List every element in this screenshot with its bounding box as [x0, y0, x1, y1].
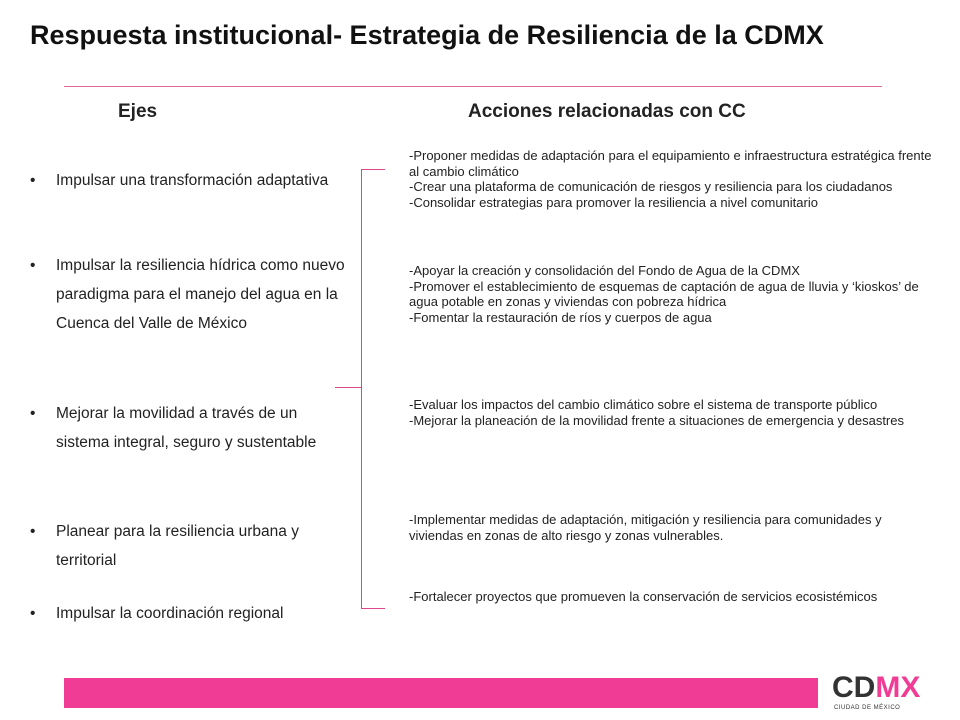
logo-cd: CD — [832, 671, 876, 704]
bracket-stub — [335, 387, 361, 388]
eje-item-1 — [26, 166, 346, 195]
bullet-icon: • — [30, 257, 36, 274]
bracket-vertical — [361, 169, 362, 608]
title-divider — [64, 86, 882, 87]
bullet-icon: • — [30, 172, 36, 189]
eje-item-4 — [26, 517, 346, 575]
eje-text: Impulsar una transformación adaptativa — [56, 172, 329, 189]
footer-accent-bar — [64, 678, 818, 708]
eje-text: Impulsar la resiliencia hídrica como nuevo paradigma para el manejo del agua en la Cuenca del Valle de México — [56, 257, 345, 332]
accion-item: -Fomentar la restauración de ríos y cuerpos de agua — [409, 309, 712, 325]
acciones-group-2 — [409, 263, 939, 325]
eje-item-2 — [26, 251, 346, 338]
logo-wordmark — [832, 672, 920, 704]
bullet-icon: • — [30, 405, 36, 422]
accion-item: -Consolidar estrategias para promover la resiliencia a nivel comunitario — [409, 194, 818, 210]
bullet-icon: • — [30, 523, 36, 540]
eje-item-3 — [26, 399, 346, 457]
acciones-group-1 — [409, 148, 939, 210]
acciones-group-5 — [409, 589, 939, 605]
acciones-group-4 — [409, 512, 939, 543]
eje-text: Planear para la resiliencia urbana y territorial — [56, 523, 299, 569]
cdmx-logo — [832, 672, 932, 712]
bracket-bottom-arm — [361, 608, 385, 609]
logo-subtitle: CIUDAD DE MÉXICO — [834, 705, 901, 711]
accion-item: -Crear una plataforma de comunicación de riesgos y resiliencia para los ciudadanos — [409, 179, 893, 194]
accion-item: -Apoyar la creación y consolidación del Fondo de Agua de la CDMX — [409, 263, 800, 278]
accion-item: -Proponer medidas de adaptación para el equipamiento e infraestructura estratégica frente al cambio climático — [409, 148, 932, 179]
accion-item: -Evaluar los impactos del cambio climático sobre el sistema de transporte público — [409, 397, 878, 412]
eje-item-5 — [26, 599, 346, 628]
bracket-top-arm — [361, 169, 385, 170]
acciones-heading: Acciones relacionadas con CC — [468, 101, 746, 122]
accion-item: -Implementar medidas de adaptación, mitigación y resiliencia para comunidades y viviendas en zonas de alto riesgo y zonas vulnerables. — [409, 512, 882, 543]
ejes-heading: Ejes — [118, 101, 158, 122]
eje-text: Mejorar la movilidad a través de un sistema integral, seguro y sustentable — [56, 405, 317, 451]
acciones-group-3 — [409, 397, 939, 428]
bullet-icon: • — [30, 605, 36, 622]
eje-text: Impulsar la coordinación regional — [56, 605, 284, 622]
accion-item: -Mejorar la planeación de la movilidad frente a situaciones de emergencia y desastres — [409, 412, 904, 428]
accion-item: -Fortalecer proyectos que promueven la conservación de servicios ecosistémicos — [409, 589, 878, 604]
accion-item: -Promover el establecimiento de esquemas de captación de agua de lluvia y ‘kioskos’ de agua potable en zonas y viviendas con pobreza hídrica — [409, 278, 919, 309]
page-title: Respuesta institucional- Estrategia de Resiliencia de la CDMX — [30, 20, 824, 50]
logo-mx: MX — [875, 671, 921, 704]
